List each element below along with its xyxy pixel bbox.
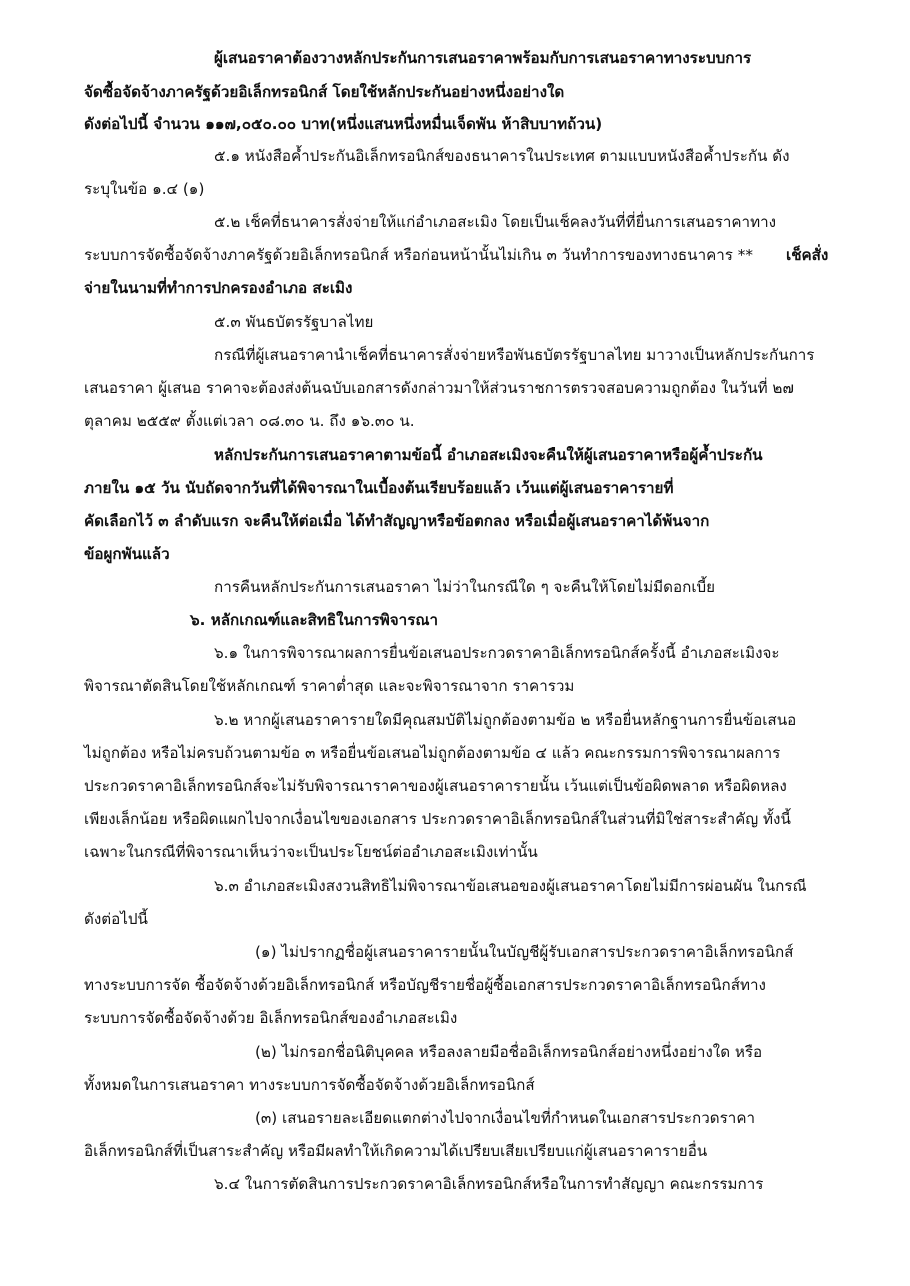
clause-6-4: ๖.๔ ในการตัดสินการประกวดราคาอิเล็กทรอนิกส์หรือในการทำสัญญา คณะกรรมการ	[214, 1175, 764, 1193]
paragraph-line: การคืนหลักประกันการเสนอราคา ไม่ว่าในกรณีใด ๆ จะคืนให้โดยไม่มีดอกเบี้ย	[214, 578, 716, 596]
clause-5-2: ๕.๒ เช็คที่ธนาคารสั่งจ่ายให้แก่อำเภอสะเมิง โดยเป็นเช็คลงวันที่ที่ยื่นการเสนอราคาทาง	[214, 213, 777, 231]
paragraph-line: ระบบการจัดซื้อจัดจ้างด้วย อิเล็กทรอนิกส์ของอำเภอสะเมิง	[84, 1009, 458, 1027]
clause-5-3: ๕.๓ พันธบัตรรัฐบาลไทย	[214, 313, 374, 331]
paragraph-line: พิจารณาตัดสินโดยใช้หลักเกณฑ์ ราคาต่ำสุด และจะพิจารณาจาก ราคารวม	[84, 677, 575, 695]
paragraph-line: ประกวดราคาอิเล็กทรอนิกส์จะไม่รับพิจารณาราคาของผู้เสนอราคารายนั้น เว้นแต่เป็นข้อผิดพลาด หรือผิดหลง	[84, 777, 787, 795]
paragraph-line: ข้อผูกพันแล้ว	[84, 545, 170, 563]
paragraph-line: จัดซื้อจัดจ้างภาครัฐด้วยอิเล็กทรอนิกส์ โดยใช้หลักประกันอย่างหนึ่งอย่างใด	[84, 83, 565, 101]
paragraph-line: คัดเลือกไว้ ๓ ลำดับแรก จะคืนให้ต่อเมื่อ ได้ทำสัญญาหรือข้อตกลง หรือเมื่อผู้เสนอราคาได้พ้นจาก	[84, 512, 710, 530]
paragraph-line: ทั้งหมดในการเสนอราคา ทางระบบการจัดซื้อจัดจ้างด้วยอิเล็กทรอนิกส์	[84, 1076, 535, 1094]
bold-phrase: เช็คสั่ง	[786, 246, 829, 264]
paragraph-line: ระบุในข้อ ๑.๔ (๑)	[84, 180, 205, 198]
paragraph-line: หลักประกันการเสนอราคาตามข้อนี้ อำเภอสะเมิงจะคืนให้ผู้เสนอราคาหรือผู้ค้ำประกัน	[214, 446, 763, 464]
paragraph-line: เพียงเล็กน้อย หรือผิดแผกไปจากเงื่อนไขของเอกสาร ประกวดราคาอิเล็กทรอนิกส์ในส่วนที่มิใช่สาระสำคัญ ทั้งนี้	[84, 810, 791, 828]
clause-6-2: ๖.๒ หากผู้เสนอราคารายใดมีคุณสมบัติไม่ถูกต้องตามข้อ ๒ หรือยื่นหลักฐานการยื่นข้อเสนอ	[214, 711, 797, 729]
clause-6-3: ๖.๓ อำเภอสะเมิงสงวนสิทธิไม่พิจารณาข้อเสนอของผู้เสนอราคาโดยไม่มีการผ่อนผัน ในกรณี	[214, 877, 807, 895]
sub-item-3: (๓) เสนอรายละเอียดแตกต่างไปจากเงื่อนไขที่กำหนดในเอกสารประกวดราคา	[255, 1109, 756, 1127]
paragraph-line: อิเล็กทรอนิกส์ที่เป็นสาระสำคัญ หรือมีผลทำให้เกิดความได้เปรียบเสียเปรียบแก่ผู้เสนอราคารายอื่น	[84, 1142, 708, 1160]
paragraph-line: เฉพาะในกรณีที่พิจารณาเห็นว่าจะเป็นประโยชน์ต่ออำเภอสะเมิงเท่านั้น	[84, 843, 538, 861]
clause-6-1: ๖.๑ ในการพิจารณาผลการยื่นข้อเสนอประกวดราคาอิเล็กทรอนิกส์ครั้งนี้ อำเภอสะเมิงจะ	[214, 644, 780, 662]
paragraph-line: ดังต่อไปนี้ จำนวน ๑๑๗,๐๕๐.๐๐ บาท(หนึ่งแสนหนึ่งหมื่นเจ็ดพัน ห้าสิบบาทถ้วน)	[84, 115, 603, 133]
sub-item-2: (๒) ไม่กรอกชื่อนิติบุคคล หรือลงลายมือชื่ออิเล็กทรอนิกส์อย่างหนึ่งอย่างใด หรือ	[255, 1043, 763, 1061]
paragraph-line: ผู้เสนอราคาต้องวางหลักประกันการเสนอราคาพร้อมกับการเสนอราคาทางระบบการ	[214, 49, 752, 67]
paragraph-line: ตุลาคม ๒๕๕๙ ตั้งแต่เวลา ๐๘.๓๐ น. ถึง ๑๖.๓๐ น.	[84, 412, 415, 430]
sub-item-1: (๑) ไม่ปรากฏชื่อผู้เสนอราคารายนั้นในบัญชีผู้รับเอกสารประกวดราคาอิเล็กทรอนิกส์	[255, 943, 794, 961]
paragraph-line: ทางระบบการจัด ซื้อจัดจ้างด้วยอิเล็กทรอนิกส์ หรือบัญชีรายชื่อผู้ซื้อเอกสารประกวดราคาอิเล็กทรอนิกส์ทาง	[84, 976, 766, 994]
paragraph-line: กรณีที่ผู้เสนอราคานำเช็คที่ธนาคารสั่งจ่ายหรือพันธบัตรรัฐบาลไทย มาวางเป็นหลักประกันการ	[214, 346, 815, 364]
paragraph-line: ไม่ถูกต้อง หรือไม่ครบถ้วนตามข้อ ๓ หรือยื่นข้อเสนอไม่ถูกต้องตามข้อ ๔ แล้ว คณะกรรมการพิจารณาผลการ	[84, 744, 781, 762]
paragraph-line: ภายใน ๑๕ วัน นับถัดจากวันที่ได้พิจารณาในเบื้องต้นเรียบร้อยแล้ว เว้นแต่ผู้เสนอราคารายที่	[84, 479, 674, 497]
section-heading-6: ๖. หลักเกณฑ์และสิทธิในการพิจารณา	[190, 611, 438, 629]
paragraph-line: ระบบการจัดซื้อจัดจ้างภาครัฐด้วยอิเล็กทรอนิกส์ หรือก่อนหน้านั้นไม่เกิน ๓ วันทำการของทางธนาคาร **	[84, 246, 753, 264]
paragraph-line: เสนอราคา ผู้เสนอ ราคาจะต้องส่งต้นฉบับเอกสารดังกล่าวมาให้ส่วนราชการตรวจสอบความถูกต้อง ในวันที่ ๒๗	[84, 379, 794, 397]
clause-5-1: ๕.๑ หนังสือค้ำประกันอิเล็กทรอนิกส์ของธนาคารในประเทศ ตามแบบหนังสือค้ำประกัน ดัง	[214, 147, 790, 165]
paragraph-line: จ่ายในนามที่ทำการปกครองอำเภอ สะเมิง	[84, 279, 353, 297]
paragraph-line: ดังต่อไปนี้	[84, 910, 148, 928]
